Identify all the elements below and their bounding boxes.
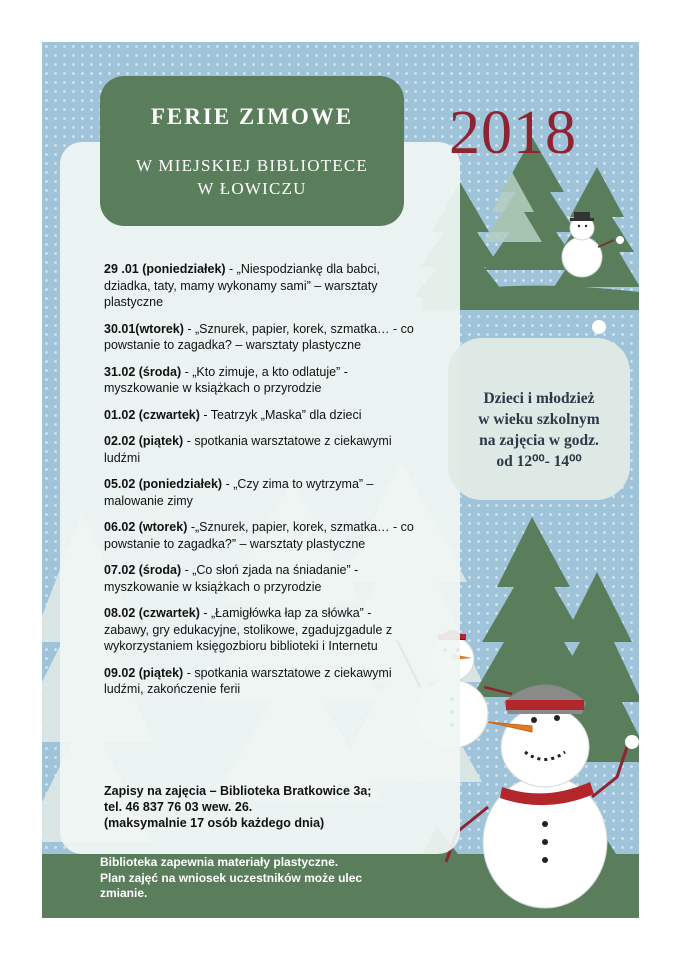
schedule-entry: [104, 605, 414, 655]
entry-date: 30.01(wtorek): [104, 321, 184, 336]
snow-dot: [592, 320, 606, 334]
title-subtitle: [100, 154, 404, 200]
contact-line-3: (maksymalnie 17 osób każdego dnia): [104, 816, 325, 830]
title-main: FERIE ZIMOWE: [150, 104, 354, 129]
entry-text: - spotkania warsztatowe z ciekawymi ludźmi: [104, 434, 392, 465]
entry-text: - „Łamigłówka łap za słówka” - zabawy, gry edukacyjne, stolikowe, zgadujzgadule z wykorzystaniem księgozbioru biblioteki i Internetu: [104, 606, 393, 653]
entry-text: - „Kto zimuje, a kto odlatuje” - myszkowanie w książkach o przyrodzie: [104, 364, 348, 395]
entry-text: - „Co słoń zjada na śniadanie” - myszkowanie w książkach o przyrodzie: [104, 563, 359, 594]
schedule-entry: [104, 261, 414, 311]
schedule-entry: [104, 407, 414, 424]
entry-date: 07.02 (środa): [104, 563, 182, 577]
title-box: [100, 76, 404, 226]
info-line-4: od 12⁰⁰- 14⁰⁰: [496, 453, 582, 470]
footer-line-2: Plan zajęć na wniosek uczestników może ulec: [100, 870, 363, 885]
year-label: 2018: [449, 99, 577, 167]
schedule-list: [104, 261, 414, 708]
footer-line-3: zmianie.: [100, 886, 148, 900]
footer-line-1: Biblioteka zapewnia materiały plastyczne.: [100, 855, 339, 869]
schedule-entry: [104, 562, 414, 595]
schedule-entry: [104, 665, 414, 698]
entry-date: 02.02 (piątek): [104, 434, 184, 448]
entry-text: - „Niespodziankę dla babci, dziadka, taty, mamy wykonamy sami” – warsztaty plastyczne: [104, 262, 380, 309]
entry-date: 09.02 (piątek): [104, 665, 184, 680]
info-line-2: w wieku szkolnym: [478, 411, 600, 428]
schedule-entry: [104, 476, 414, 509]
entry-text: - Teatrzyk „Maska” dla dzieci: [199, 407, 362, 422]
title-line-2: W ŁOWICZU: [197, 179, 307, 198]
entry-date: 05.02 (poniedziałek): [104, 477, 223, 491]
schedule-entry: [104, 364, 414, 397]
footer-note: [100, 855, 400, 902]
entry-text: - spotkania warsztatowe z ciekawymi ludźmi, zakończenie ferii: [104, 665, 392, 696]
title-line-1: W MIEJSKIEJ BIBLIOTECE: [136, 156, 368, 175]
entry-date: 08.02 (czwartek): [104, 606, 200, 620]
entry-date: 31.02 (środa): [104, 364, 182, 379]
contact-line-1: Zapisy na zajęcia – Biblioteka Bratkowice 3a;: [104, 784, 372, 798]
info-line-3: na zajęcia w godz.: [479, 432, 599, 449]
contact-info: [104, 783, 424, 831]
poster: [42, 42, 639, 918]
entry-date: 01.02 (czwartek): [104, 407, 200, 422]
info-bubble: [448, 338, 630, 500]
entry-date: 06.02 (wtorek): [104, 520, 188, 534]
entry-text: - „Czy zima to wytrzyma” – malowanie zimy: [104, 477, 374, 508]
entry-text: - „Sznurek, papier, korek, szmatka… - co powstanie to zagadka? – warsztaty plastyczne: [104, 321, 414, 352]
schedule-entry: [104, 433, 414, 466]
info-line-1: Dzieci i młodzież: [483, 390, 595, 407]
entry-date: 29 .01 (poniedziałek): [104, 262, 226, 276]
entry-text: -„Sznurek, papier, korek, szmatka… - co powstanie to zagadka?” – warsztaty plastyczne: [104, 520, 414, 551]
contact-line-2: tel. 46 837 76 03 wew. 26.: [104, 800, 253, 814]
schedule-entry: [104, 321, 414, 354]
schedule-entry: [104, 519, 414, 552]
